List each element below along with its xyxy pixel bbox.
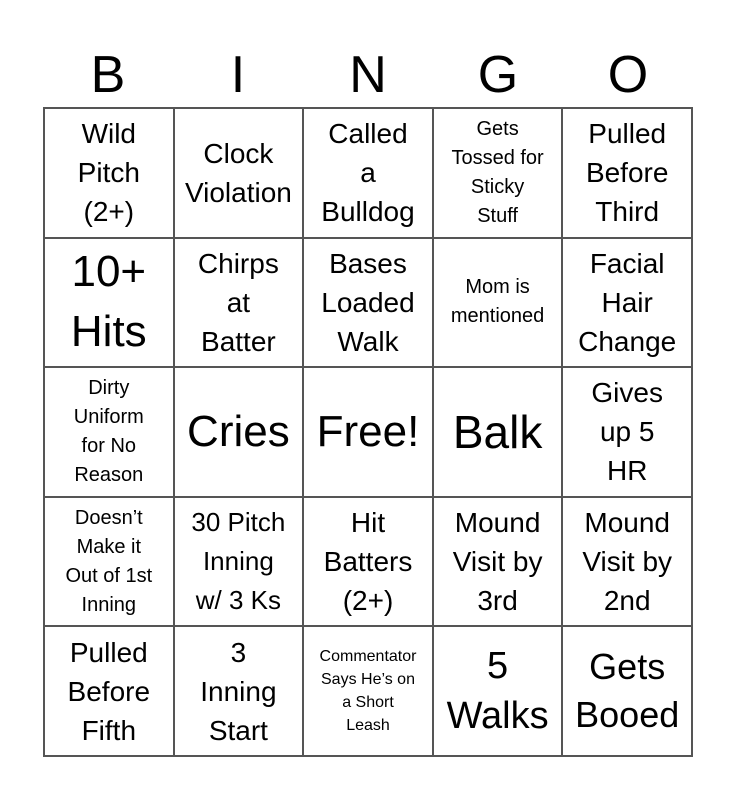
- cell-text: Hit Batters (2+): [323, 507, 413, 617]
- bingo-cell-r2c4[interactable]: [433, 238, 563, 368]
- bingo-cell-r5c5[interactable]: [562, 626, 692, 756]
- bingo-cell-r2c5[interactable]: [562, 238, 692, 368]
- header-letter-g: G: [477, 46, 519, 104]
- cell-text: Mound Visit by 3rd: [452, 507, 543, 617]
- cell-text: Called a Bulldog: [321, 118, 415, 228]
- cell-text: Clock Violation: [184, 137, 292, 208]
- bingo-cell-r4c2[interactable]: [174, 497, 304, 627]
- bingo-cell-r4c5[interactable]: [562, 497, 692, 627]
- cell-text: Pulled Before Third: [585, 118, 669, 228]
- bingo-card-grid: [43, 107, 693, 757]
- bingo-cell-r3c3[interactable]: [303, 367, 433, 497]
- bingo-cell-r4c1[interactable]: [44, 497, 174, 627]
- bingo-cell-r4c3[interactable]: [303, 497, 433, 627]
- bingo-cell-r5c1[interactable]: [44, 626, 174, 756]
- bingo-cell-r1c4[interactable]: [433, 108, 563, 238]
- bingo-cell-r3c1[interactable]: [44, 367, 174, 497]
- bingo-cell-r3c5[interactable]: [562, 367, 692, 497]
- cell-text: Balk: [452, 405, 543, 458]
- header-letter-i: I: [230, 46, 246, 104]
- cell-text: Free!: [316, 406, 420, 456]
- header-letter-o: O: [607, 46, 649, 104]
- bingo-cell-r1c5[interactable]: [562, 108, 692, 238]
- cell-text: Doesn’t Make it Out of 1st Inning: [65, 506, 153, 616]
- header-letter-b: B: [90, 46, 126, 104]
- cell-text: Cries: [187, 406, 290, 456]
- cell-text: Wild Pitch (2+): [77, 118, 140, 228]
- cell-text: Dirty Uniform for No Reason: [73, 376, 144, 486]
- bingo-cell-r3c2[interactable]: [174, 367, 304, 497]
- bingo-cell-r1c3[interactable]: [303, 108, 433, 238]
- bingo-header: [43, 44, 693, 106]
- cell-text: 10+ Hits: [70, 247, 147, 357]
- cell-text: 5 Walks: [446, 645, 549, 738]
- bingo-cell-r5c3[interactable]: [303, 626, 433, 756]
- cell-text: Mound Visit by 2nd: [582, 507, 673, 617]
- cell-text: Gets Tossed for Sticky Stuff: [451, 117, 544, 227]
- bingo-cell-r5c2[interactable]: [174, 626, 304, 756]
- header-letter-n: N: [349, 46, 387, 104]
- bingo-cell-r2c3[interactable]: [303, 238, 433, 368]
- cell-text: Facial Hair Change: [578, 247, 677, 357]
- bingo-cell-r3c4[interactable]: [433, 367, 563, 497]
- cell-text: Gets Booed: [575, 646, 680, 736]
- bingo-cell-r4c4[interactable]: [433, 497, 563, 627]
- bingo-cell-r1c2[interactable]: [174, 108, 304, 238]
- bingo-cell-r1c1[interactable]: [44, 108, 174, 238]
- cell-text: Mom is mentioned: [450, 276, 545, 328]
- cell-text: Commentator Says He’s on a Short Leash: [319, 648, 417, 735]
- cell-text: Pulled Before Fifth: [67, 636, 151, 746]
- cell-text: 3 Inning Start: [200, 636, 277, 746]
- cell-text: Bases Loaded Walk: [321, 247, 415, 357]
- cell-text: 30 Pitch Inning w/ 3 Ks: [191, 507, 286, 616]
- bingo-cell-r2c2[interactable]: [174, 238, 304, 368]
- cell-text: Gives up 5 HR: [591, 377, 663, 487]
- bingo-cell-r2c1[interactable]: [44, 238, 174, 368]
- bingo-cell-r5c4[interactable]: [433, 626, 563, 756]
- cell-text: Chirps at Batter: [197, 247, 279, 357]
